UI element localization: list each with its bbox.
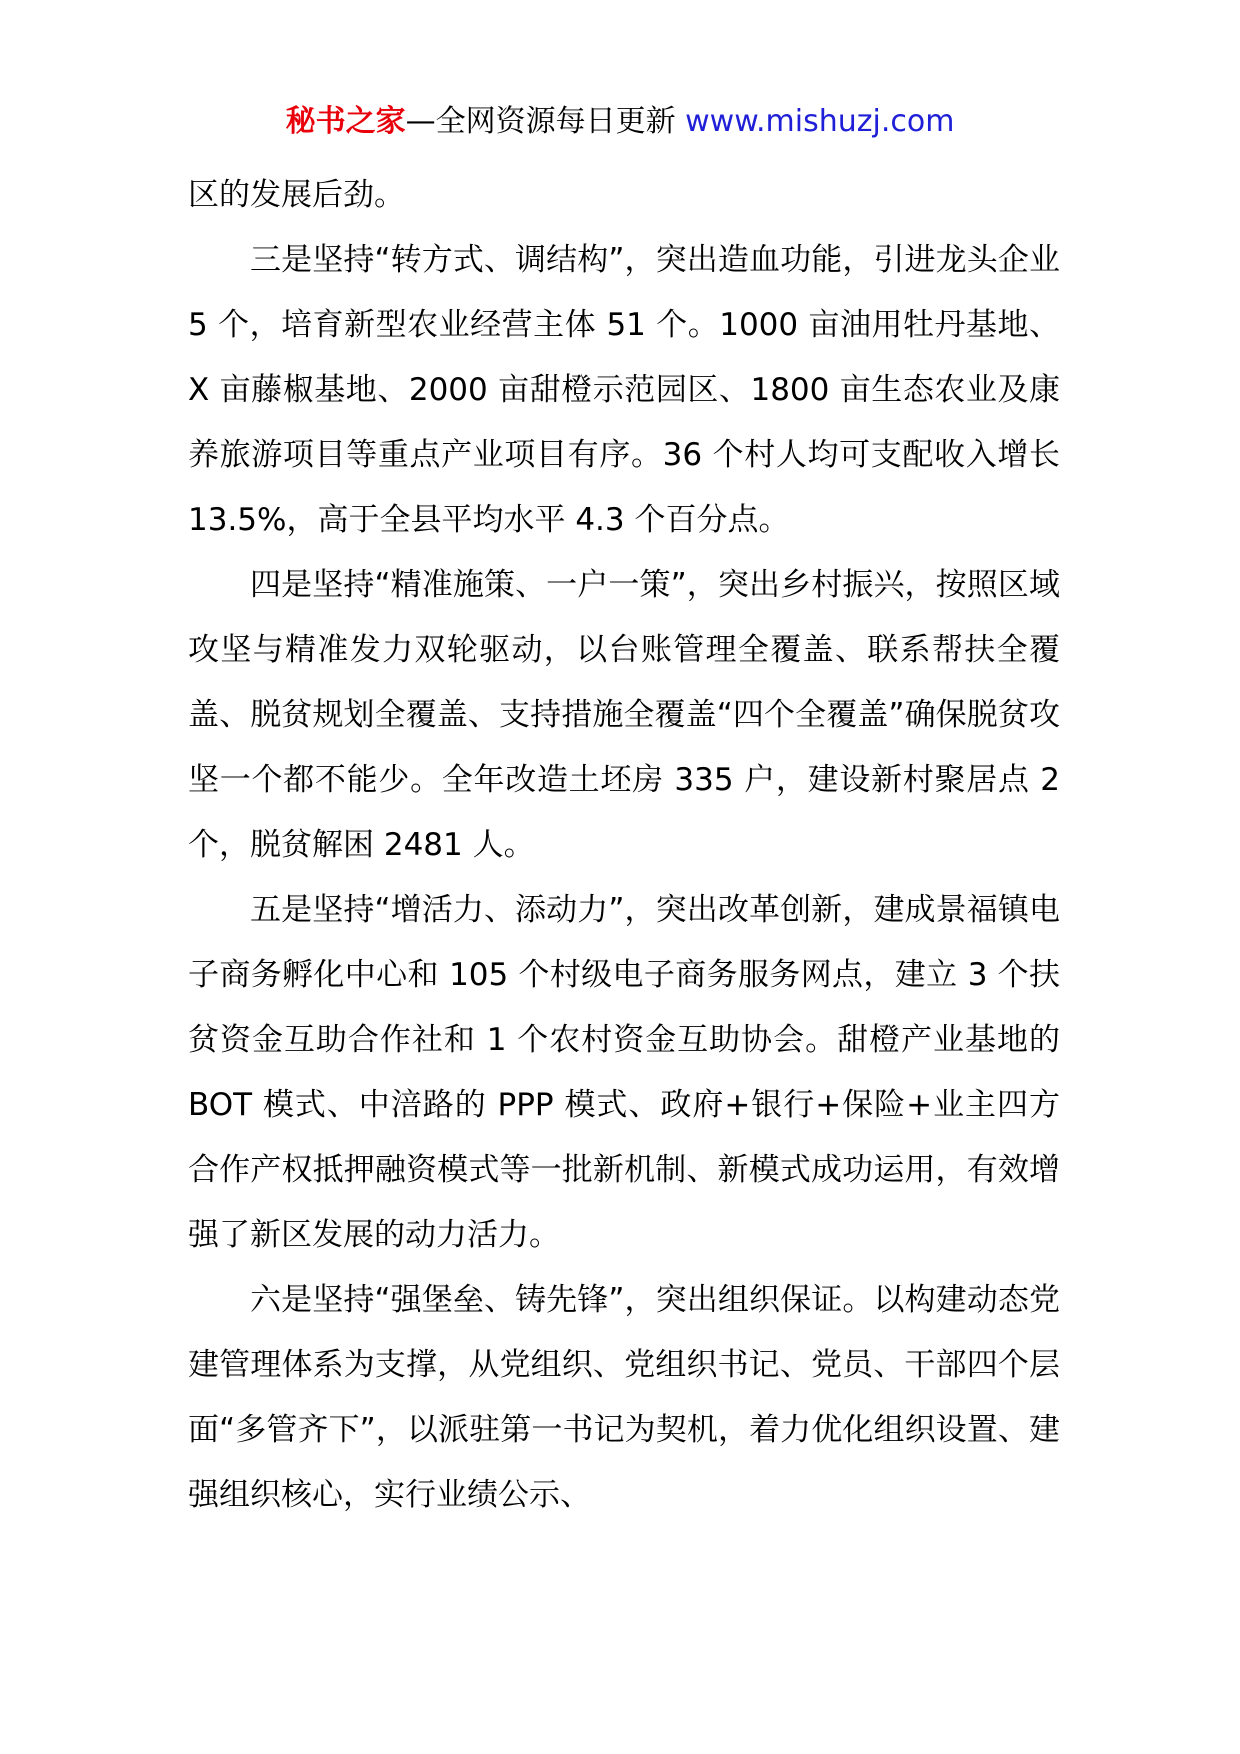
site-url: www.mishuzj.com — [685, 104, 955, 139]
paragraph-point-three: 三是坚持“转方式、调结构”，突出造血功能，引进龙头企业 5 个，培育新型农业经营主体 51 个。1000 亩油用牡丹基地、X 亩藤椒基地、2000 亩甜橙示范园区、1800 亩生态农业及康养旅游项目等重点产业项目有序。36 个村人均可支配收入增长 13.5%，高于全县平均水平 4.3 个百分点。 — [188, 242, 1060, 538]
site-header-watermark — [0, 100, 1240, 144]
document-body — [188, 163, 1060, 1528]
paragraph-point-four: 四是坚持“精准施策、一户一策”，突出乡村振兴，按照区域攻坚与精准发力双轮驱动，以台账管理全覆盖、联系帮扶全覆盖、脱贫规划全覆盖、支持措施全覆盖“四个全覆盖”确保脱贫攻坚一个都不能少。全年改造土坯房 335 户，建设新村聚居点 2 个，脱贫解困 2481 人。 — [188, 567, 1060, 863]
brand-name: 秘书之家 — [285, 104, 406, 139]
header-tagline: —全网资源每日更新 — [405, 104, 686, 139]
paragraph-point-six: 六是坚持“强堡垒、铸先锋”，突出组织保证。以构建动态党建管理体系为支撑，从党组织、党组织书记、党员、干部四个层面“多管齐下”，以派驻第一书记为契机，着力优化组织设置、建强组织核心，实行业绩公示、 — [188, 1282, 1060, 1513]
paragraph-continuation: 区的发展后劲。 — [188, 177, 405, 213]
paragraph-point-five: 五是坚持“增活力、添动力”，突出改革创新，建成景福镇电子商务孵化中心和 105 个村级电子商务服务网点，建立 3 个扶贫资金互助合作社和 1 个农村资金互助协会。甜橙产业基地的 BOT 模式、中涪路的 PPP 模式、政府+银行+保险+业主四方合作产权抵押融资模式等一批新机制、新模式成功运用，有效增强了新区发展的动力活力。 — [188, 892, 1060, 1253]
